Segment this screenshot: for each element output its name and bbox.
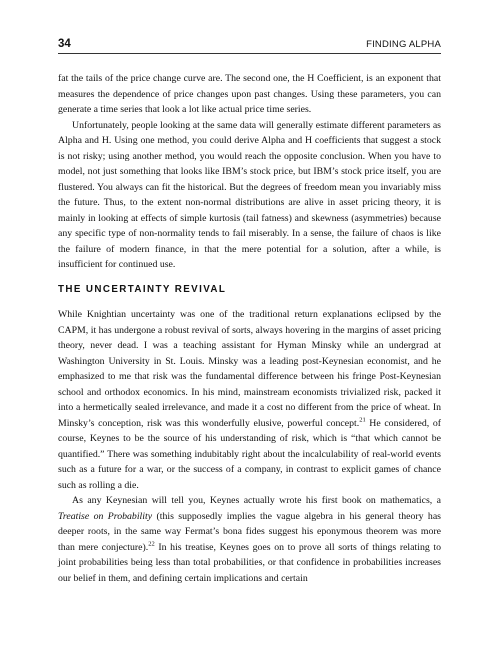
paragraph-knightian-text-b: He considered, of course, Keynes to be the source of his understanding of risk, which is “that which cannot be quantified.” There was something indubitably right about the incalculability of real-world events such as a future for a war, or the success of a company, in contrast to explicit games of chance such as rolling a die. [58,417,441,491]
paragraph-keynesian [58,493,441,586]
footnote-ref-21: 21 [359,416,366,424]
header-rule [58,53,441,54]
paragraph-knightian-text-a: While Knightian uncertainty was one of the traditional return explanations eclipsed by the CAPM, it has undergone a robust revival of sorts, always hovering in the margins of asset pricing theory, never dead. I was a teaching assistant for Hyman Minsky while an undergrad at Washington University in St. Louis. Minsky was a leading post-Keynesian economist, and he emphasized to me that risk was the fundamental difference between his fringe Post-Keynesian school and orthodox economics. In his mind, mainstream economists trivialized risk, packed it into a hermetically sealed irrelevance, and made it a cost no different from the price of wheat. In Minsky’s conception, risk was this wonderfully elusive, powerful concept. [58,309,441,429]
paragraph-keynesian-text-c: In his treatise, Keynes goes on to prove all sorts of things relating to joint probabilities being less than total probabilities, or that confidence in probabilities increases our belief in them, and defining certain implications and certain [58,541,441,584]
book-title-italic: Treatise on Probability [58,510,153,522]
paragraph-keynesian-text-a: As any Keynesian will tell you, Keynes actually wrote his first book on mathematics, a [72,495,441,506]
section-heading: THE UNCERTAINTY REVIVAL [58,284,227,295]
page-number: 34 [58,38,71,50]
paragraph-keynesian-text-b: (this supposedly implies the vague algebra in his general theory has deeper roots, in the same way Fermat’s bona fides suggest his eponymous theorem was more than mere conjecture). [58,510,441,553]
running-title: FINDING ALPHA [366,39,441,50]
running-head [58,38,441,58]
body-text-section [58,307,441,586]
footnote-ref-22: 22 [148,540,155,548]
paragraph-continued: fat the tails of the price change curve are. The second one, the H Coefficient, is an exponent that measures the dependence of price changes upon past changes. Using these parameters, you can generate a time series that look a lot like actual price time series. [58,73,441,115]
paragraph-knightian [58,307,441,493]
body-text-before-heading [58,71,441,273]
paragraph-unfortunately: Unfortunately, people looking at the same data will generally estimate different parameters as Alpha and H. Using one method, you could derive Alpha and H coefficients that suggest a stock is not risky; using another method, you would reach the opposite conclusion. When you have to model, not just something that looks like IBM’s stock price, but IBM’s stock price itself, you are flustered. You always can fit the historical. But the degrees of freedom mean you invariably miss the future. Thus, to the extent non-normal distributions are alive in asset pricing theory, it is mainly in looking at effects of simple kurtosis (tail fatness) and skewness (asymmetries) because any specific type of non-normality tends to fail miserably. In a sense, the failure of chaos is like the failure of modern finance, in that the mere potential for a solution, after a while, is insufficient for continued use. [58,119,441,270]
